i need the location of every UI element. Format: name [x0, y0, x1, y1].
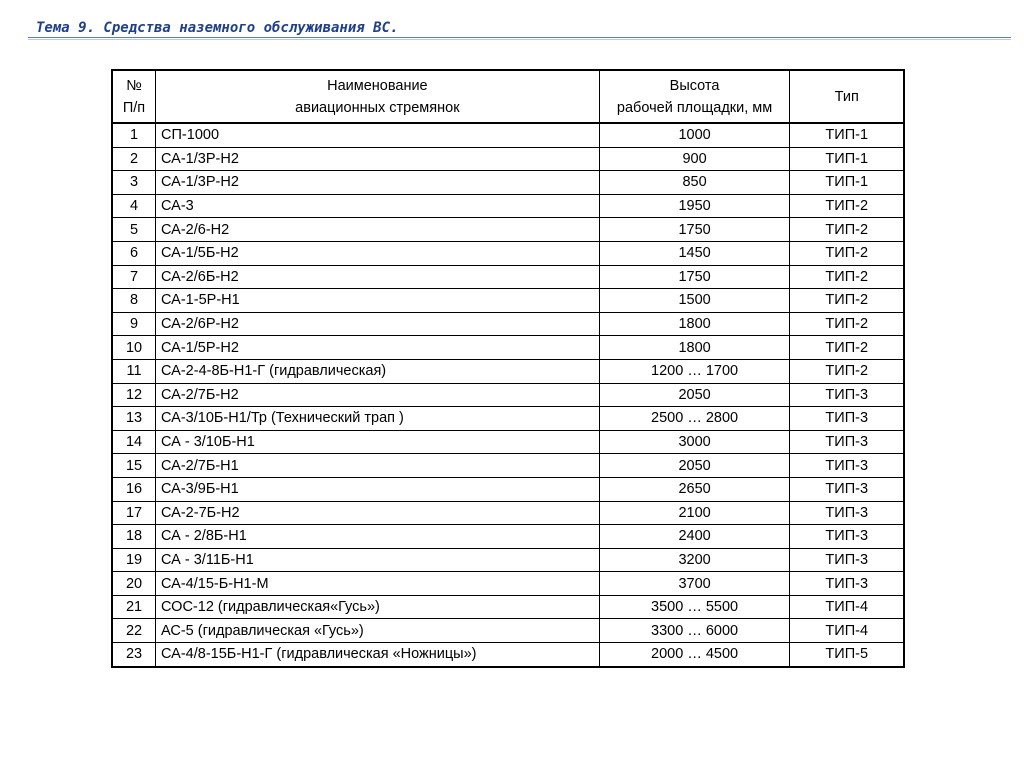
title-underline-shadow: [28, 39, 1011, 40]
cell-height: 3200: [599, 548, 790, 572]
table-row: [112, 312, 904, 336]
cell-height: 1450: [599, 241, 790, 265]
cell-height: 3700: [599, 572, 790, 596]
cell-height: 2050: [599, 383, 790, 407]
cell-num: 19: [112, 548, 156, 572]
cell-num: 10: [112, 336, 156, 360]
table-row: [112, 359, 904, 383]
cell-num: 5: [112, 218, 156, 242]
table-row: [112, 407, 904, 431]
cell-type: ТИП-2: [790, 359, 904, 383]
table-row: [112, 548, 904, 572]
cell-height: 3500 … 5500: [599, 595, 790, 619]
table-row: [112, 454, 904, 478]
cell-num: 1: [112, 123, 156, 147]
cell-name: СА-1/3Р-Н2: [156, 171, 600, 195]
cell-height: 2650: [599, 477, 790, 501]
cell-num: 21: [112, 595, 156, 619]
cell-name: АС-5 (гидравлическая «Гусь»): [156, 619, 600, 643]
cell-num: 13: [112, 407, 156, 431]
cell-name: СА-2-7Б-Н2: [156, 501, 600, 525]
cell-height: 900: [599, 147, 790, 171]
header-height-line-2: рабочей площадки, мм: [616, 99, 773, 116]
title-underline: [28, 37, 1011, 38]
cell-height: 2100: [599, 501, 790, 525]
cell-type: ТИП-2: [790, 218, 904, 242]
cell-height: 2050: [599, 454, 790, 478]
table-row: [112, 147, 904, 171]
table-row: [112, 123, 904, 147]
cell-name: СА - 3/10Б-Н1: [156, 430, 600, 454]
cell-type: ТИП-3: [790, 383, 904, 407]
cell-type: ТИП-2: [790, 336, 904, 360]
cell-height: 1800: [599, 336, 790, 360]
cell-type: ТИП-3: [790, 477, 904, 501]
table-row: [112, 336, 904, 360]
cell-height: 2400: [599, 525, 790, 549]
cell-type: ТИП-4: [790, 619, 904, 643]
cell-num: 18: [112, 525, 156, 549]
cell-name: СА-4/15-Б-Н1-М: [156, 572, 600, 596]
cell-height: 850: [599, 171, 790, 195]
table-row: [112, 477, 904, 501]
table-body: [112, 123, 904, 667]
cell-name: СА-3/10Б-Н1/Тр (Технический трап ): [156, 407, 600, 431]
table-row: [112, 501, 904, 525]
cell-num: 14: [112, 430, 156, 454]
cell-num: 16: [112, 477, 156, 501]
cell-name: СА-4/8-15Б-Н1-Г (гидравлическая «Ножницы»): [156, 643, 600, 667]
table-row: [112, 194, 904, 218]
cell-name: СА-2/6Р-Н2: [156, 312, 600, 336]
cell-height: 1200 … 1700: [599, 359, 790, 383]
cell-name: СА-2/7Б-Н2: [156, 383, 600, 407]
cell-name: СОС-12 (гидравлическая«Гусь»): [156, 595, 600, 619]
header-type: [790, 70, 904, 123]
cell-name: СА - 3/11Б-Н1: [156, 548, 600, 572]
cell-type: ТИП-3: [790, 454, 904, 478]
cell-name: СА-3/9Б-Н1: [156, 477, 600, 501]
cell-num: 3: [112, 171, 156, 195]
cell-name: СА-2/7Б-Н1: [156, 454, 600, 478]
cell-type: ТИП-2: [790, 289, 904, 313]
cell-name: СА - 2/8Б-Н1: [156, 525, 600, 549]
cell-name: СА-1/3Р-Н2: [156, 147, 600, 171]
cell-name: СА-2/6-Н2: [156, 218, 600, 242]
table-row: [112, 171, 904, 195]
cell-num: 8: [112, 289, 156, 313]
header-height-line-1: Высота: [669, 77, 720, 94]
table-row: [112, 289, 904, 313]
cell-height: 1750: [599, 218, 790, 242]
table-row: [112, 643, 904, 667]
cell-height: 1950: [599, 194, 790, 218]
cell-type: ТИП-3: [790, 407, 904, 431]
cell-height: 1750: [599, 265, 790, 289]
cell-num: 6: [112, 241, 156, 265]
cell-type: ТИП-3: [790, 572, 904, 596]
table-header-row: [112, 70, 904, 123]
header-height: [599, 70, 790, 123]
cell-type: ТИП-2: [790, 312, 904, 336]
cell-type: ТИП-3: [790, 525, 904, 549]
cell-name: СП-1000: [156, 123, 600, 147]
cell-num: 11: [112, 359, 156, 383]
cell-name: СА-3: [156, 194, 600, 218]
cell-type: ТИП-2: [790, 194, 904, 218]
header-num: [112, 70, 156, 123]
table-row: [112, 595, 904, 619]
cell-num: 17: [112, 501, 156, 525]
table-row: [112, 265, 904, 289]
header-name: [156, 70, 600, 123]
cell-type: ТИП-2: [790, 265, 904, 289]
cell-type: ТИП-3: [790, 430, 904, 454]
table-row: [112, 383, 904, 407]
cell-num: 22: [112, 619, 156, 643]
cell-height: 1500: [599, 289, 790, 313]
table-row: [112, 572, 904, 596]
cell-type: ТИП-3: [790, 501, 904, 525]
table-row: [112, 525, 904, 549]
cell-type: ТИП-1: [790, 147, 904, 171]
header-name-line-2: авиационных стремянок: [295, 99, 460, 116]
table-row: [112, 241, 904, 265]
table-row: [112, 619, 904, 643]
cell-num: 7: [112, 265, 156, 289]
table-row: [112, 430, 904, 454]
cell-num: 2: [112, 147, 156, 171]
stairs-spec-table: [111, 69, 905, 668]
cell-num: 9: [112, 312, 156, 336]
cell-name: СА-1/5Р-Н2: [156, 336, 600, 360]
cell-type: ТИП-3: [790, 548, 904, 572]
cell-type: ТИП-1: [790, 171, 904, 195]
header-num-line-2: П/п: [122, 99, 146, 116]
cell-name: СА-1-5Р-Н1: [156, 289, 600, 313]
cell-type: ТИП-4: [790, 595, 904, 619]
cell-height: 3300 … 6000: [599, 619, 790, 643]
cell-height: 3000: [599, 430, 790, 454]
cell-type: ТИП-1: [790, 123, 904, 147]
cell-name: СА-2-4-8Б-Н1-Г (гидравлическая): [156, 359, 600, 383]
table-row: [112, 218, 904, 242]
cell-type: ТИП-5: [790, 643, 904, 667]
cell-num: 20: [112, 572, 156, 596]
cell-num: 12: [112, 383, 156, 407]
cell-height: 2000 … 4500: [599, 643, 790, 667]
cell-name: СА-2/6Б-Н2: [156, 265, 600, 289]
header-num-line-1: №: [126, 77, 142, 94]
topic-title: Тема 9. Средства наземного обслуживания ВС.: [36, 20, 399, 36]
cell-name: СА-1/5Б-Н2: [156, 241, 600, 265]
cell-num: 15: [112, 454, 156, 478]
header-name-line-1: Наименование: [327, 77, 428, 94]
cell-height: 1800: [599, 312, 790, 336]
cell-type: ТИП-2: [790, 241, 904, 265]
cell-num: 4: [112, 194, 156, 218]
cell-height: 2500 … 2800: [599, 407, 790, 431]
cell-height: 1000: [599, 123, 790, 147]
cell-num: 23: [112, 643, 156, 667]
header-type-line-1: Тип: [834, 88, 859, 105]
